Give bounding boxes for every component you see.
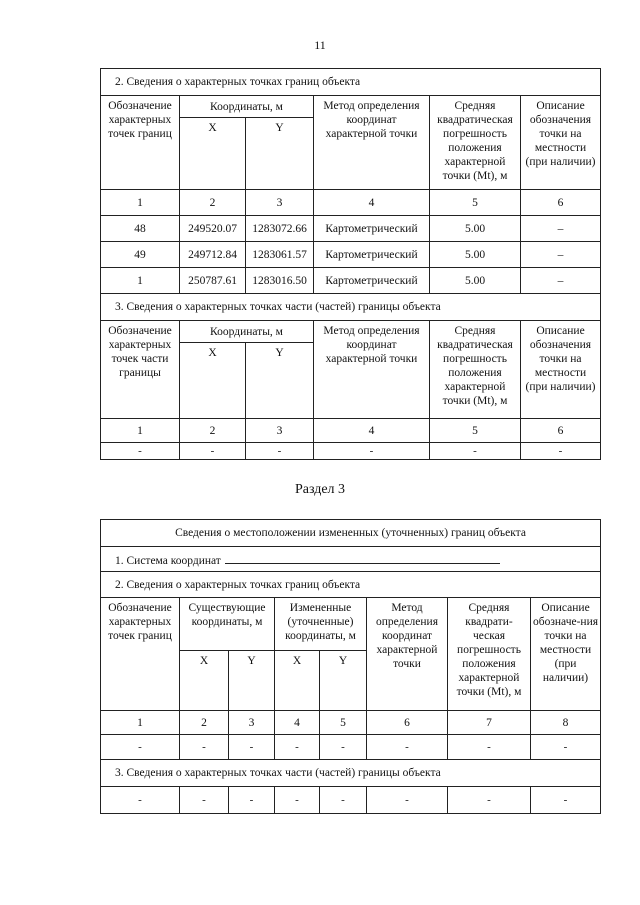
header-description: Описание обозначения точки на местности (при наличии) — [521, 321, 601, 419]
cell-empty: - — [367, 787, 448, 814]
header-y: Y — [229, 651, 275, 711]
cell-empty: - — [448, 735, 531, 760]
column-number: 7 — [448, 711, 531, 735]
header-designation: Обозначение характерных точек части границы — [101, 321, 180, 419]
cell-empty: - — [320, 735, 367, 760]
cell-description: – — [521, 216, 601, 242]
column-number: 1 — [101, 190, 180, 216]
section-title: Раздел 3 — [294, 482, 346, 497]
header-error: Средняя квадратическая погрешность положения характерной точки (Mt), м — [430, 96, 521, 190]
cell-y: 1283016.50 — [246, 268, 314, 294]
cell-point: 48 — [101, 216, 180, 242]
header-method: Метод определения координат характерной точки — [314, 321, 430, 419]
header-method: Метод определения координат характерной точки — [314, 96, 430, 190]
coordinate-system-label: 1. Система координат — [115, 554, 221, 567]
cell-empty: - — [275, 735, 320, 760]
table-row — [101, 216, 601, 242]
cell-error: 5.00 — [430, 268, 521, 294]
cell-error: 5.00 — [430, 242, 521, 268]
cell-empty: - — [320, 787, 367, 814]
cell-empty: - — [246, 443, 314, 460]
cell-empty: - — [314, 443, 430, 460]
header-designation: Обозначение характерных точек границ — [101, 96, 180, 190]
table-row — [101, 242, 601, 268]
header-y: Y — [320, 651, 367, 711]
header-existing-coordinates: Существующие координаты, м — [180, 598, 275, 651]
cell-y: 1283072.66 — [246, 216, 314, 242]
column-number: 3 — [229, 711, 275, 735]
cell-x: 249712.84 — [180, 242, 246, 268]
column-number: 1 — [101, 419, 180, 443]
header-description: Описание обозначения точки на местности (при наличии) — [521, 96, 601, 190]
cell-empty: - — [367, 735, 448, 760]
table-title: 3. Сведения о характерных точках части (частей) границы объекта — [101, 760, 601, 787]
cell-description: – — [521, 268, 601, 294]
column-number: 5 — [430, 190, 521, 216]
header-error: Средняя квадрати-ческая погрешность положения характерной точки (Mt), м — [448, 598, 531, 711]
cell-empty: - — [229, 735, 275, 760]
table-title: 2. Сведения о характерных точках границ объекта — [101, 69, 601, 96]
cell-point: 1 — [101, 268, 180, 294]
boundary-points-table — [100, 68, 601, 460]
header-description: Описание обозначе-ния точки на местности (при наличии) — [531, 598, 601, 711]
cell-empty: - — [275, 787, 320, 814]
table-row — [101, 735, 601, 760]
table-row — [101, 787, 601, 814]
column-number: 5 — [430, 419, 521, 443]
column-number: 8 — [531, 711, 601, 735]
header-designation: Обозначение характерных точек границ — [101, 598, 180, 711]
cell-description: – — [521, 242, 601, 268]
column-number: 3 — [246, 190, 314, 216]
cell-x: 250787.61 — [180, 268, 246, 294]
cell-empty: - — [531, 787, 601, 814]
cell-x: 249520.07 — [180, 216, 246, 242]
cell-point: 49 — [101, 242, 180, 268]
cell-empty: - — [101, 735, 180, 760]
header-coordinates: Координаты, м — [180, 321, 314, 343]
cell-empty: - — [101, 787, 180, 814]
column-number: 4 — [314, 419, 430, 443]
table-row — [101, 443, 601, 460]
header-x: X — [180, 651, 229, 711]
column-number: 6 — [521, 190, 601, 216]
header-x: X — [275, 651, 320, 711]
column-number: 6 — [521, 419, 601, 443]
cell-empty: - — [521, 443, 601, 460]
cell-empty: - — [101, 443, 180, 460]
coordinate-system-blank — [225, 551, 500, 564]
cell-y: 1283061.57 — [246, 242, 314, 268]
cell-empty: - — [531, 735, 601, 760]
cell-empty: - — [180, 735, 229, 760]
cell-empty: - — [430, 443, 521, 460]
cell-empty: - — [448, 787, 531, 814]
cell-empty: - — [180, 787, 229, 814]
column-number: 2 — [180, 190, 246, 216]
cell-method: Картометрический — [314, 216, 430, 242]
header-method: Метод определения координат характерной точки — [367, 598, 448, 711]
table-row — [101, 268, 601, 294]
table-title: 3. Сведения о характерных точках части (частей) границы объекта — [101, 294, 601, 321]
header-error: Средняя квадратическая погрешность положения характерной точки (Mt), м — [430, 321, 521, 419]
header-y: Y — [246, 343, 314, 419]
cell-empty: - — [180, 443, 246, 460]
cell-error: 5.00 — [430, 216, 521, 242]
header-y: Y — [246, 118, 314, 190]
column-number: 6 — [367, 711, 448, 735]
column-number: 4 — [314, 190, 430, 216]
page-number: 11 — [314, 38, 326, 52]
cell-method: Картометрический — [314, 268, 430, 294]
column-number: 2 — [180, 711, 229, 735]
column-number: 5 — [320, 711, 367, 735]
header-x: X — [180, 343, 246, 419]
cell-empty: - — [229, 787, 275, 814]
column-number: 1 — [101, 711, 180, 735]
table-title: 2. Сведения о характерных точках границ объекта — [101, 572, 601, 598]
cell-method: Картометрический — [314, 242, 430, 268]
column-number: 3 — [246, 419, 314, 443]
section-header: Сведения о местоположении измененных (уточненных) границ объекта — [101, 520, 601, 547]
changed-boundaries-table — [100, 519, 601, 814]
header-x: X — [180, 118, 246, 190]
header-coordinates: Координаты, м — [180, 96, 314, 118]
column-number: 2 — [180, 419, 246, 443]
header-changed-coordinates: Измененные (уточненные) координаты, м — [275, 598, 367, 651]
coordinate-system-row — [101, 547, 601, 572]
column-number: 4 — [275, 711, 320, 735]
